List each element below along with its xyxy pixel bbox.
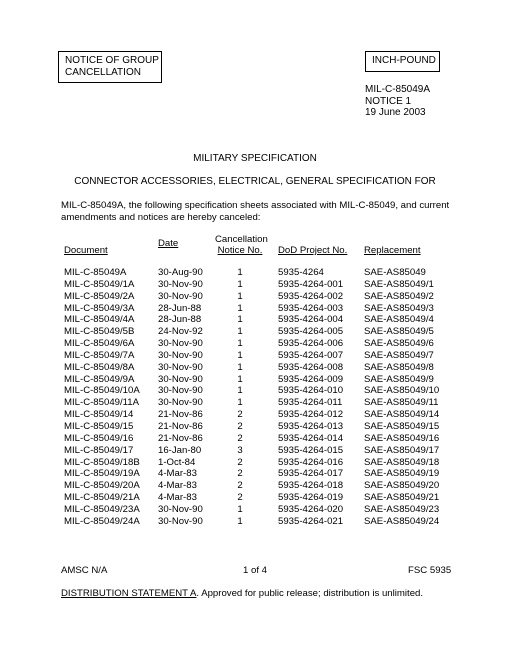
table-row	[0, 326, 510, 338]
cell-dod-project: 5935-4264-006	[278, 338, 344, 350]
col-header-date: Date	[158, 238, 179, 249]
table-row	[0, 397, 510, 409]
cell-dod-project: 5935-4264-012	[278, 409, 344, 421]
cell-replacement: SAE-AS85049/18	[364, 456, 440, 468]
cell-notice-no: 2	[237, 456, 243, 468]
cell-dod-project: 5935-4264-005	[278, 326, 344, 338]
cell-dod-project: 5935-4264-010	[278, 385, 344, 397]
notice-box-line1: NOTICE OF GROUP	[65, 55, 159, 66]
cell-replacement: SAE-AS85049/5	[364, 326, 434, 338]
cell-dod-project: 5935-4264-020	[278, 503, 344, 515]
cell-replacement: SAE-AS85049/4	[364, 314, 434, 326]
cell-date: 4-Mar-83	[158, 480, 197, 492]
cell-replacement: SAE-AS85049/16	[364, 432, 440, 444]
cell-date: 4-Mar-83	[158, 468, 197, 480]
cell-dod-project: 5935-4264-002	[278, 290, 344, 302]
table-row	[0, 385, 510, 397]
cell-dod-project: 5935-4264-021	[278, 515, 344, 527]
cell-notice-no: 3	[237, 444, 243, 456]
cell-dod-project: 5935-4264	[278, 267, 324, 278]
cell-document: MIL-C-85049/20A	[64, 480, 140, 492]
cell-replacement: SAE-AS85049/6	[364, 338, 434, 350]
cell-dod-project: 5935-4264-007	[278, 349, 344, 361]
cell-dod-project: 5935-4264-003	[278, 302, 344, 314]
document-identifier	[365, 84, 430, 119]
cell-replacement: SAE-AS85049/2	[364, 290, 434, 302]
cancellation-table-body	[0, 267, 510, 528]
cell-replacement: SAE-AS85049/8	[364, 361, 434, 373]
cell-date: 21-Nov-86	[158, 432, 203, 444]
notice-box-line2: CANCELLATION	[65, 67, 141, 78]
table-row	[0, 433, 510, 445]
cell-notice-no: 1	[237, 290, 243, 302]
cell-dod-project: 5935-4264-013	[278, 420, 344, 432]
cell-replacement: SAE-AS85049/7	[364, 349, 434, 361]
table-row	[0, 267, 510, 279]
table-row	[0, 516, 510, 528]
cell-replacement: SAE-AS85049/11	[364, 397, 439, 409]
cell-document: MIL-C-85049/15	[64, 420, 134, 432]
cell-document: MIL-C-85049/2A	[64, 290, 135, 302]
cell-notice-no: 1	[237, 397, 243, 409]
cell-replacement: SAE-AS85049/24	[364, 515, 440, 527]
inch-pound-label: INCH-POUND	[372, 55, 436, 66]
cell-date: 16-Jan-80	[158, 444, 202, 456]
table-row	[0, 291, 510, 303]
notice-number: NOTICE 1	[365, 95, 412, 107]
col-header-cancellation	[215, 234, 268, 256]
cell-date: 30-Nov-90	[158, 361, 203, 373]
cell-replacement: SAE-AS85049/19	[364, 468, 440, 480]
cell-replacement: SAE-AS85049/3	[364, 302, 434, 314]
cell-replacement: SAE-AS85049/23	[364, 503, 440, 515]
cell-date: 28-Jun-88	[158, 302, 202, 314]
cell-document: MIL-C-85049/16	[64, 432, 134, 444]
cell-document: MIL-C-85049/6A	[64, 338, 135, 350]
cell-document: MIL-C-85049/5B	[64, 326, 135, 338]
cell-replacement: SAE-AS85049/20	[364, 480, 440, 492]
table-row	[0, 350, 510, 362]
cell-dod-project: 5935-4264-011	[278, 397, 343, 409]
cell-replacement: SAE-AS85049/1	[364, 278, 434, 290]
table-row	[0, 409, 510, 421]
cell-replacement: SAE-AS85049/15	[364, 420, 440, 432]
cell-notice-no: 1	[237, 515, 243, 527]
fsc-label: FSC 5935	[408, 565, 452, 576]
cell-dod-project: 5935-4264-001	[278, 278, 344, 290]
cell-date: 30-Nov-90	[158, 515, 203, 527]
cell-replacement: SAE-AS85049/10	[364, 385, 440, 397]
cell-notice-no: 2	[237, 420, 243, 432]
cell-date: 30-Nov-90	[158, 290, 203, 302]
cell-date: 28-Jun-88	[158, 314, 202, 326]
cell-date: 4-Mar-83	[158, 492, 197, 504]
cell-document: MIL-C-85049/18B	[64, 456, 140, 468]
cell-notice-no: 1	[237, 338, 243, 350]
cell-dod-project: 5935-4264-009	[278, 373, 344, 385]
cell-document: MIL-C-85049/24A	[64, 515, 140, 527]
col-header-document: Document	[64, 245, 108, 256]
col-header-dod-project: DoD Project No.	[278, 245, 348, 256]
cell-notice-no: 1	[237, 314, 243, 326]
cell-date: 24-Nov-92	[158, 326, 203, 338]
cell-notice-no: 2	[237, 468, 243, 480]
inch-pound-box	[365, 51, 440, 72]
cell-document: MIL-C-85049/3A	[64, 302, 135, 314]
cell-document: MIL-C-85049/4A	[64, 314, 135, 326]
cell-notice-no: 1	[237, 385, 243, 397]
cell-date: 30-Nov-90	[158, 397, 203, 409]
table-row	[0, 362, 510, 374]
cell-dod-project: 5935-4264-016	[278, 456, 344, 468]
cell-notice-no: 2	[237, 432, 243, 444]
cell-replacement: SAE-AS85049/17	[364, 444, 440, 456]
spec-type-heading: MILITARY SPECIFICATION	[193, 153, 317, 164]
cell-dod-project: 5935-4264-015	[278, 444, 344, 456]
distribution-statement	[61, 588, 423, 599]
cell-date: 30-Nov-90	[158, 278, 203, 290]
cell-document: MIL-C-85049/21A	[64, 492, 140, 504]
cell-document: MIL-C-85049/19A	[64, 468, 140, 480]
table-row	[0, 480, 510, 492]
cell-dod-project: 5935-4264-017	[278, 468, 344, 480]
cell-notice-no: 1	[237, 373, 243, 385]
cell-notice-no: 1	[237, 302, 243, 314]
cell-document: MIL-C-85049/10A	[64, 385, 140, 397]
cell-notice-no: 1	[237, 326, 243, 338]
cell-document: MIL-C-85049/17	[64, 444, 134, 456]
table-row	[0, 374, 510, 386]
cell-notice-no: 1	[237, 503, 243, 515]
table-row	[0, 457, 510, 469]
cell-date: 30-Nov-90	[158, 338, 203, 350]
table-row	[0, 492, 510, 504]
table-row	[0, 468, 510, 480]
cell-document: MIL-C-85049/8A	[64, 361, 135, 373]
cell-notice-no: 1	[237, 361, 243, 373]
table-row	[0, 314, 510, 326]
col-header-replacement: Replacement	[364, 245, 421, 256]
cell-document: MIL-C-85049/23A	[64, 503, 140, 515]
table-row	[0, 338, 510, 350]
cell-date: 30-Nov-90	[158, 373, 203, 385]
cell-notice-no: 1	[237, 278, 243, 290]
table-row	[0, 504, 510, 516]
table-row	[0, 303, 510, 315]
cell-notice-no: 2	[237, 409, 243, 421]
notice-of-group-cancellation-box	[58, 51, 162, 83]
intro-paragraph: MIL-C-85049A, the following specification sheets associated with MIL-C-85049, and current amendments and notices are hereby canceled:	[61, 200, 450, 223]
table-row	[0, 279, 510, 291]
cell-date: 30-Nov-90	[158, 349, 203, 361]
cell-date: 21-Nov-86	[158, 420, 203, 432]
cell-document: MIL-C-85049/9A	[64, 373, 135, 385]
cell-dod-project: 5935-4264-014	[278, 432, 344, 444]
cell-document: MIL-C-85049A	[64, 267, 127, 278]
cell-replacement: SAE-AS85049/9	[364, 373, 434, 385]
table-row	[0, 445, 510, 457]
cell-document: MIL-C-85049/1A	[64, 278, 135, 290]
doc-date: 19 June 2003	[365, 107, 426, 118]
distribution-statement-text: . Approved for public release; distribution is unlimited.	[196, 588, 424, 599]
cell-dod-project: 5935-4264-008	[278, 361, 344, 373]
cell-date: 30-Nov-90	[158, 385, 203, 397]
cell-notice-no: 1	[237, 349, 243, 361]
col-header-cancellation-line1: Cancellation	[215, 234, 268, 245]
cell-document: MIL-C-85049/14	[64, 409, 134, 421]
cell-date: 30-Nov-90	[158, 503, 203, 515]
doc-number: MIL-C-85049A	[365, 84, 431, 95]
table-row	[0, 421, 510, 433]
cell-replacement: SAE-AS85049	[364, 267, 426, 278]
distribution-statement-label: DISTRIBUTION STATEMENT A	[61, 588, 197, 599]
cell-notice-no: 2	[237, 492, 243, 504]
spec-title: CONNECTOR ACCESSORIES, ELECTRICAL, GENERAL SPECIFICATION FOR	[74, 176, 436, 187]
cell-date: 21-Nov-86	[158, 409, 203, 421]
cell-date: 30-Aug-90	[158, 267, 203, 278]
cell-replacement: SAE-AS85049/21	[364, 492, 440, 504]
cell-dod-project: 5935-4264-019	[278, 492, 344, 504]
cell-notice-no: 1	[237, 267, 243, 278]
cell-notice-no: 2	[237, 480, 243, 492]
col-header-cancellation-line2: Notice No.	[217, 245, 263, 256]
amsc-label: AMSC N/A	[61, 565, 108, 576]
cell-document: MIL-C-85049/11A	[64, 397, 140, 409]
cell-dod-project: 5935-4264-018	[278, 480, 344, 492]
cell-replacement: SAE-AS85049/14	[364, 409, 440, 421]
cell-document: MIL-C-85049/7A	[64, 349, 135, 361]
cell-date: 1-Oct-84	[158, 456, 196, 468]
page-number: 1 of 4	[242, 565, 267, 576]
cell-dod-project: 5935-4264-004	[278, 314, 344, 326]
